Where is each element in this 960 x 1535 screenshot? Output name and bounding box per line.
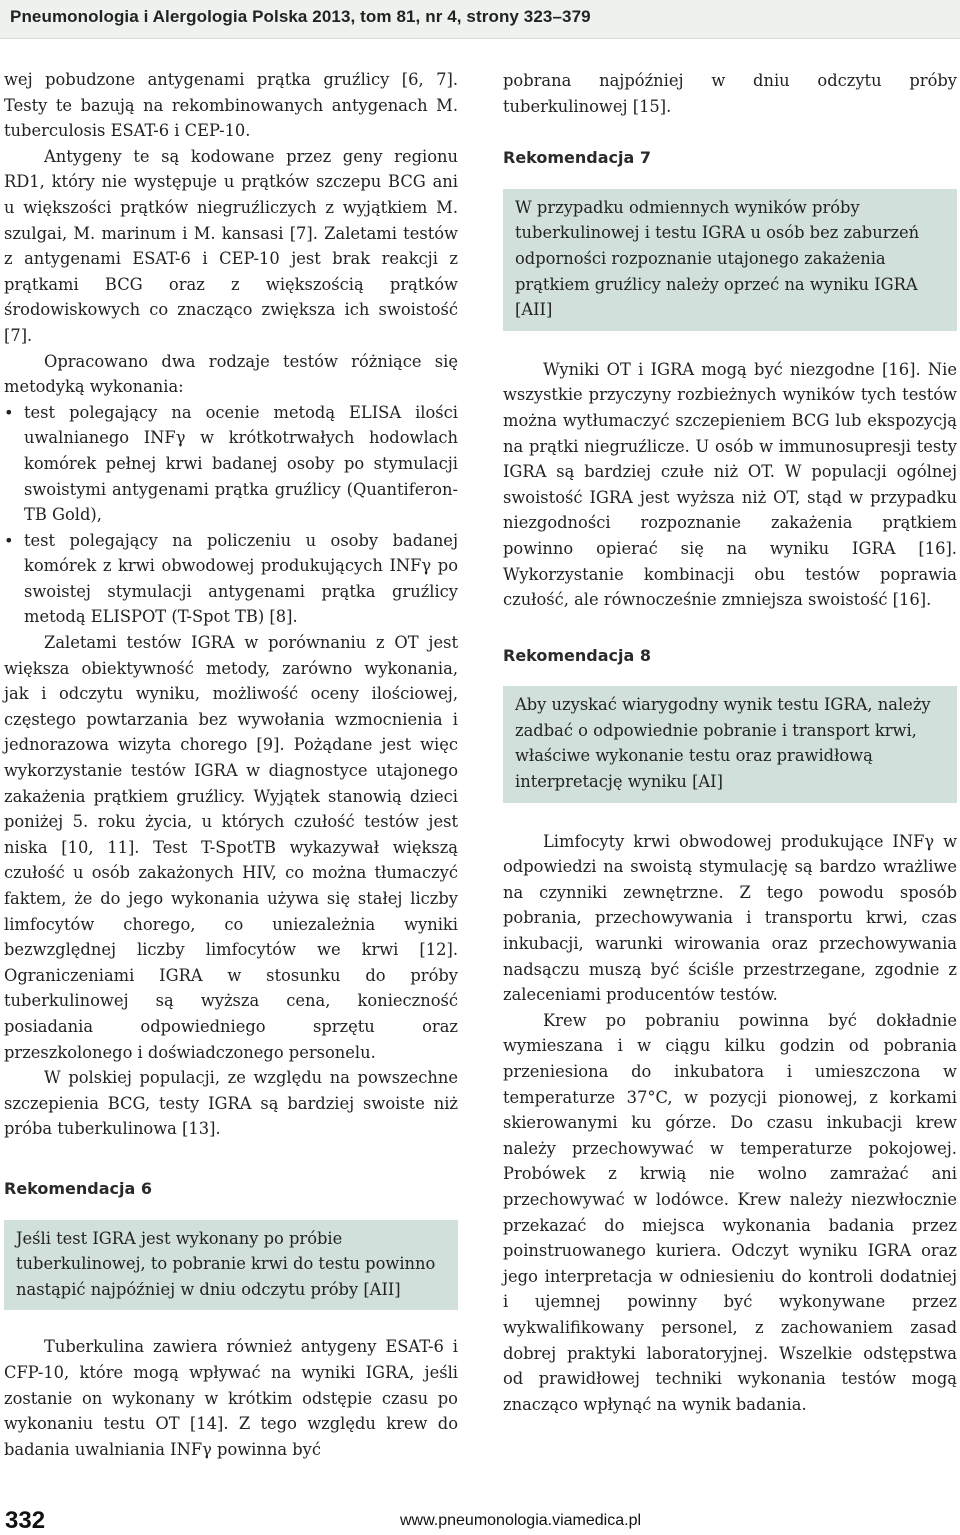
recommendation-box — [503, 686, 957, 802]
method-list — [4, 400, 458, 630]
left-column — [4, 67, 458, 1462]
paragraph: W polskiej populacji, ze względu na powszechne szczepienia BCG, testy IGRA są bardziej swoiste niż próba tuberkulinowa [13]. — [4, 1068, 458, 1139]
recommendation-text: Aby uzyskać wiarygodny wynik testu IGRA, należy zadbać o odpowiednie pobranie i transport krwi, właściwe wykonanie testu oraz prawidłową interpretację wyniku [AI] — [515, 695, 931, 792]
page-number: 332 — [5, 1507, 46, 1534]
paragraph: Zaletami testów IGRA w porównaniu z OT jest większa obiektywność metody, zarówno wykonania, jak i odczytu wyniku, możliwość oceny ilościowej, częstego powtarzania bez wywołania wzmocnienia i jednorazowa wizyta chorego [9]. Pożądane jest więc wykorzystanie testów IGRA w diagnostyce utajonego zakażenia prątkiem gruźlicy. Wyjątek stanowią dzieci poniżej 5. roku życia, u których czułość testów jest niska [10, 11]. Test T-SpotTB wykazywał większą czułość u osób zakażonych HIV, co można tłumaczyć faktem, że do jego wykonania używa się stałej liczby limfocytów chorego, co uniezależnia wyniki bezwzględnej liczby limfocytów we krwi [12]. Ograniczeniami IGRA w stosunku do próby tuberkulinowej są wyższa cena, konieczność posiadania odpowiedniego sprzętu oraz przeszkolonego i doświadczonego personelu. — [4, 633, 458, 1062]
paragraph: Limfocyty krwi obwodowej produkujące INFγ w odpowiedzi na swoistą stymulację są bardzo wrażliwe na czynniki zewnętrzne. Z tego powodu sposób pobrania, przechowywania i transportu krwi, czas inkubacji, warunki wirowania oraz przechowywania nadsączu muszą być ściśle przestrzegane, zgodnie z zaleceniami producentów testów. — [503, 831, 957, 1005]
journal-header — [0, 0, 960, 39]
list-item: • test polegający na ocenie metodą ELISA ilości uwalnianego INFγ w krótkotrwałych hodowlach komórek pełnej krwi badanej osoby po stymulacji swoistymi antygenami prątka gruźlicy (Quantiferon-TB Gold), — [4, 400, 458, 528]
recommendation-box — [503, 189, 957, 331]
list-item: • test polegający na policzeniu u osoby badanej komórek z krwi obwodowej produkujących INFγ po swoistej stymulacji antygenami prątka gruźlicy metodą ELISPOT (T-Spot TB) [8]. — [4, 528, 458, 630]
recommendation-text: W przypadku odmiennych wyników próby tuberkulinowej i testu IGRA u osób bez zaburzeń odporności rozpoznanie utajonego zakażenia prątkiem gruźlicy należy oprzeć na wyniku IGRA [AII] — [515, 197, 920, 320]
paragraph: Opracowano dwa rodzaje testów różniące się metodyką wykonania: — [4, 351, 458, 397]
recommendation-heading: Rekomendacja 8 — [503, 645, 652, 665]
recommendation-box — [4, 1220, 458, 1311]
right-column — [503, 68, 957, 1417]
recommendation-text: Jeśli test IGRA jest wykonany po próbie tuberkulinowej, to pobranie krwi do testu powinno nastąpić najpóźniej w dniu odczytu próby [AII] — [16, 1228, 436, 1299]
paragraph: Tuberkulina zawiera również antygeny ESAT-6 i CFP-10, które mogą wpływać na wyniki IGRA, jeśli zostanie on wykonany w krótkim odstępie czasu po wykonaniu testu OT [14]. Z tego względu krew do badania uwalniania INFγ powinna być — [4, 1337, 458, 1459]
paragraph: Wyniki OT i IGRA mogą być niezgodne [16]. Nie wszystkie przyczyny rozbieżnych wyników tych testów można wytłumaczyć szczepieniem BCG lub ekspozycją na prątki niegruźlicze. U osób w immunosupresji testy IGRA są bardziej czułe niż OT. W populacji ogólnej swoistość IGRA jest wyższa niż OT, stąd w przypadku niezgodności rozpoznanie zakażenia prątkiem powinno opierać się na wyniku IGRA [16]. Wykorzystanie kombinacji obu testów poprawia czułość, ale równocześnie zmniejsza swoistość [16]. — [503, 359, 957, 610]
paragraph: Antygeny te są kodowane przez geny regionu RD1, który nie występuje u prątków szczepu BCG ani u większości prątków niegruźliczych z wyjątkiem M. szulgai, M. marinum i M. kansasi [7]. Zaletami testów z antygenami ESAT-6 i CEP-10 jest brak reakcji z prątkami BCG oraz z większością prątków środowiskowych co znacząco zwiększa ich swoistość [7]. — [4, 146, 458, 345]
journal-url: www.pneumonologia.viamedica.pl — [400, 1512, 642, 1529]
recommendation-heading: Rekomendacja 7 — [503, 148, 652, 168]
paragraph: Krew po pobraniu powinna być dokładnie wymieszana i w ciągu kilku godzin od pobrania przeniesiona do inkubatora i umieszczona w temperaturze 37°C, w pozycji pionowej, z korkami skierowanymi ku górze. Do czasu inkubacji krew należy przechowywać w temperaturze pokojowej. Probówek z krwią nie wolno zamrażać ani przechowywać w lodówce. Krew należy niezwłocznie przekazać do miejsca wykonania badania przez poinstruowanego kuriera. Odczyt wyniku IGRA oraz jego interpretacja w odniesieniu do kontroli dodatniej i ujemnej powinny być wykonywane przez wykwalifikowany personel, z zachowaniem zasad dobrej praktyki laboratoryjnej. Wszelkie odstępstwa od prawidłowej techniki wykonania testów mogą znacząco wpłynąć na wynik badania. — [503, 1010, 957, 1414]
paragraph: wej pobudzone antygenami prątka gruźlicy [6, 7]. Testy te bazują na rekombinowanych antygenach M. tuberculosis ESAT-6 i CEP-10. — [4, 70, 458, 141]
paragraph: pobrana najpóźniej w dniu odczytu próby tuberkulinowej [15]. — [503, 71, 957, 116]
recommendation-heading: Rekomendacja 6 — [4, 1178, 153, 1198]
journal-title: Pneumonologia i Alergologia Polska 2013, tom 81, nr 4, strony 323–379 — [10, 7, 591, 26]
